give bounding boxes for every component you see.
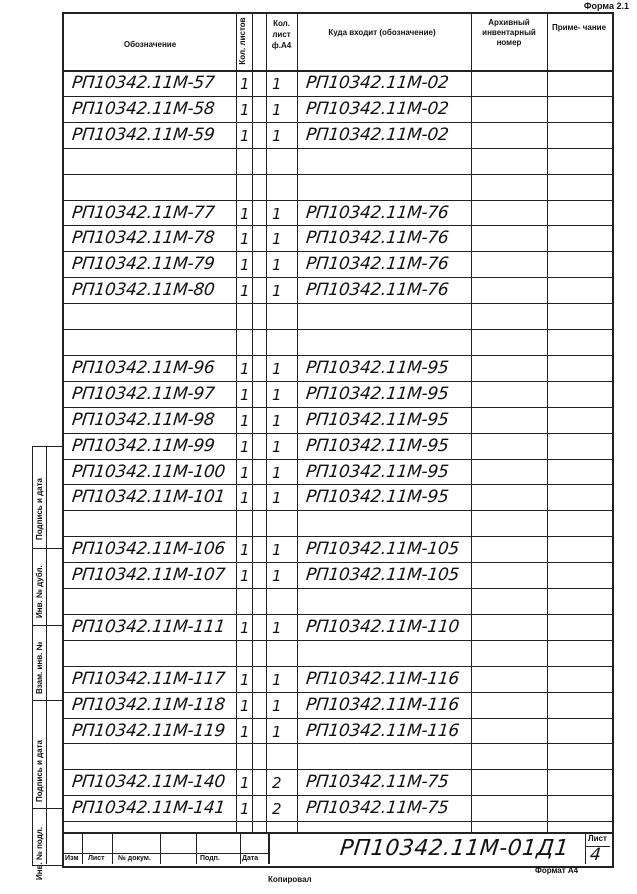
row-line (62, 536, 612, 537)
a4-sheets-cell: 2 (272, 800, 282, 818)
designation-cell: РП10342.11М-117 (70, 669, 226, 689)
row-line (62, 251, 612, 252)
sheets-cell: 1 (240, 671, 250, 689)
row-line (62, 381, 612, 382)
a4-sheets-cell: 1 (272, 256, 282, 274)
row-line (62, 122, 612, 123)
a4-sheets-cell: 2 (272, 774, 282, 792)
row-line (62, 148, 612, 149)
a4-sheets-cell: 1 (272, 671, 282, 689)
where-used-cell: РП10342.11М-110 (304, 617, 460, 637)
where-used-cell: РП10342.11М-95 (304, 462, 450, 482)
a4-sheets-cell: 1 (272, 541, 282, 559)
a4-sheets-cell: 1 (272, 438, 282, 456)
sheets-cell: 1 (240, 723, 250, 741)
designation-cell: РП10342.11М-119 (70, 721, 226, 741)
sheets-cell: 1 (240, 127, 250, 145)
stamp-col-date: Дата (242, 855, 259, 862)
designation-cell: РП10342.11М-58 (70, 99, 216, 119)
designation-cell: РП10342.11М-80 (70, 280, 216, 300)
where-used-cell: РП10342.11М-116 (304, 695, 460, 715)
side-signature-date-2: Подпись и дата (35, 740, 44, 802)
a4-sheets-cell: 1 (272, 567, 282, 585)
a4-sheets-cell: 1 (272, 75, 282, 93)
row-line (62, 484, 612, 485)
sheets-cell: 1 (240, 230, 250, 248)
designation-cell: РП10342.11М-106 (70, 539, 226, 559)
designation-cell: РП10342.11М-140 (70, 772, 226, 792)
sheets-cell: 1 (240, 75, 250, 93)
designation-cell: РП10342.11М-111 (70, 617, 226, 637)
row-line (62, 640, 612, 641)
stamp-col-change: Изм (65, 855, 79, 862)
a4-sheets-cell: 1 (272, 205, 282, 223)
designation-cell: РП10342.11М-96 (70, 358, 216, 378)
sheet-label: Лист (588, 834, 607, 843)
where-used-cell: РП10342.11М-95 (304, 410, 450, 430)
stamp-col-doc-no: № докум. (118, 855, 151, 862)
designation-cell: РП10342.11М-98 (70, 410, 216, 430)
row-line (62, 329, 612, 330)
header-designation: Обозначение (123, 40, 177, 49)
side-dup-inv-no: Инв. № дубл. (35, 565, 44, 618)
sheets-cell: 1 (240, 256, 250, 274)
sheets-cell: 1 (240, 412, 250, 430)
row-line (62, 225, 612, 226)
a4-sheets-cell: 1 (272, 489, 282, 507)
row-line (62, 769, 612, 770)
a4-sheets-cell: 1 (272, 101, 282, 119)
row-line (62, 459, 612, 460)
side-original-inv-no: Инв. № подл. (35, 826, 44, 880)
where-used-cell: РП10342.11М-95 (304, 487, 450, 507)
footer-format: Формат А4 (535, 866, 579, 875)
row-line (62, 795, 612, 796)
designation-cell: РП10342.11М-107 (70, 565, 226, 585)
designation-cell: РП10342.11М-97 (70, 384, 216, 404)
where-used-cell: РП10342.11М-75 (304, 798, 450, 818)
a4-sheets-cell: 1 (272, 619, 282, 637)
sheets-cell: 1 (240, 774, 250, 792)
where-used-cell: РП10342.11М-105 (304, 565, 460, 585)
sheets-cell: 1 (240, 205, 250, 223)
sheet-number: 4 (588, 845, 602, 865)
row-line (62, 743, 612, 744)
designation-cell: РП10342.11М-77 (70, 203, 216, 223)
row-line (62, 355, 612, 356)
sheets-cell: 1 (240, 101, 250, 119)
header-where-used: Куда входит (обозначение) (328, 28, 436, 37)
sheets-cell: 1 (240, 464, 250, 482)
where-used-cell: РП10342.11М-116 (304, 721, 460, 741)
row-line (62, 562, 612, 563)
where-used-cell: РП10342.11М-02 (304, 125, 450, 145)
row-line (62, 96, 612, 97)
header-sheets-count: Кол. листов (238, 17, 247, 65)
row-line (62, 821, 612, 822)
side-signature-date-1: Подпись и дата (35, 478, 44, 540)
where-used-cell: РП10342.11М-116 (304, 669, 460, 689)
designation-cell: РП10342.11М-99 (70, 436, 216, 456)
form-label: Форма 2.1 (583, 1, 629, 11)
a4-sheets-cell: 1 (272, 127, 282, 145)
header-note: Приме- чание (551, 23, 607, 32)
sheets-cell: 1 (240, 567, 250, 585)
row-line (62, 588, 612, 589)
row-line (62, 303, 612, 304)
row-line (62, 433, 612, 434)
a4-sheets-cell: 1 (272, 230, 282, 248)
designation-cell: РП10342.11М-101 (70, 487, 226, 507)
row-line (62, 510, 612, 511)
where-used-cell: РП10342.11М-95 (304, 358, 450, 378)
header-archive-number: Архивный инвентарный номер (482, 18, 536, 47)
row-line (62, 174, 612, 175)
where-used-cell: РП10342.11М-02 (304, 73, 450, 93)
sheets-cell: 1 (240, 360, 250, 378)
a4-sheets-cell: 1 (272, 697, 282, 715)
sheets-cell: 1 (240, 800, 250, 818)
row-line (62, 666, 612, 667)
side-replaced-inv-no: Взам. инв. № (35, 641, 44, 694)
a4-sheets-cell: 1 (272, 412, 282, 430)
designation-cell: РП10342.11М-79 (70, 254, 216, 274)
designation-cell: РП10342.11М-100 (70, 462, 226, 482)
sheets-cell: 1 (240, 619, 250, 637)
row-line (62, 200, 612, 201)
designation-cell: РП10342.11М-118 (70, 695, 226, 715)
where-used-cell: РП10342.11М-95 (304, 384, 450, 404)
designation-cell: РП10342.11М-59 (70, 125, 216, 145)
designation-cell: РП10342.11М-57 (70, 73, 216, 93)
a4-sheets-cell: 1 (272, 386, 282, 404)
where-used-cell: РП10342.11М-02 (304, 99, 450, 119)
row-line (62, 718, 612, 719)
a4-sheets-cell: 1 (272, 464, 282, 482)
stamp-col-signature: Подп. (200, 855, 220, 862)
where-used-cell: РП10342.11М-75 (304, 772, 450, 792)
row-line (62, 692, 612, 693)
document-code: РП10342.11М-01Д1 (338, 836, 571, 861)
sheets-cell: 1 (240, 541, 250, 559)
where-used-cell: РП10342.11М-76 (304, 254, 450, 274)
where-used-cell: РП10342.11М-95 (304, 436, 450, 456)
where-used-cell: РП10342.11М-105 (304, 539, 460, 559)
sheets-cell: 1 (240, 697, 250, 715)
designation-cell: РП10342.11М-141 (70, 798, 226, 818)
footer-copied: Копировал (268, 875, 312, 884)
where-used-cell: РП10342.11М-76 (304, 280, 450, 300)
sheets-cell: 1 (240, 438, 250, 456)
sheets-cell: 1 (240, 282, 250, 300)
a4-sheets-cell: 1 (272, 282, 282, 300)
sheets-cell: 1 (240, 386, 250, 404)
where-used-cell: РП10342.11М-76 (304, 228, 450, 248)
row-line (62, 407, 612, 408)
row-line (62, 277, 612, 278)
a4-sheets-cell: 1 (272, 723, 282, 741)
designation-cell: РП10342.11М-78 (70, 228, 216, 248)
row-line (62, 614, 612, 615)
where-used-cell: РП10342.11М-76 (304, 203, 450, 223)
header-sheets-a4: Кол. лист ф.А4 (271, 19, 292, 50)
a4-sheets-cell: 1 (272, 360, 282, 378)
stamp-col-sheet: Лист (88, 855, 105, 862)
sheets-cell: 1 (240, 489, 250, 507)
